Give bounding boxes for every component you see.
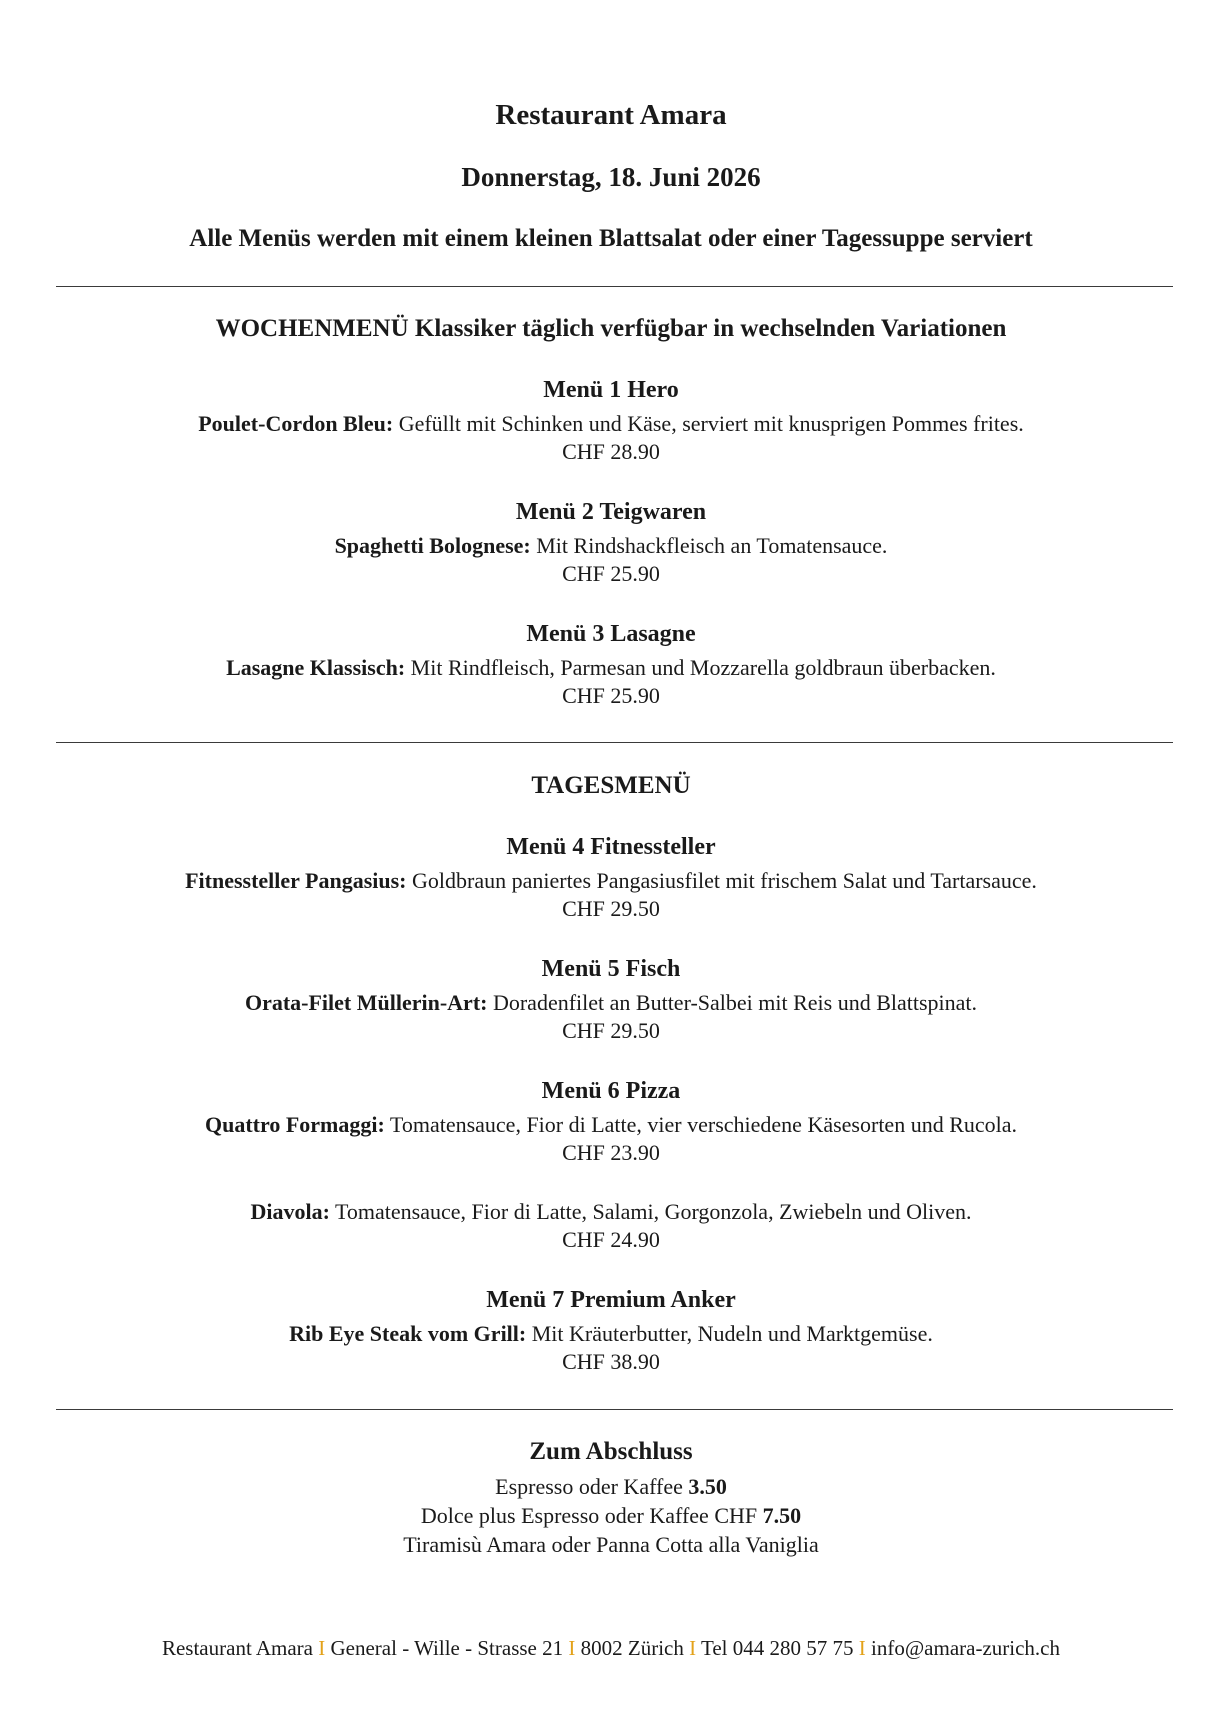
menu-7-line [0,1321,1222,1347]
footer-address: General - Wille - Strasse 21 [330,1636,564,1660]
divider-middle [56,742,1173,743]
abschluss-line-2-text: Dolce plus Espresso oder Kaffee CHF [420,1503,763,1528]
menu-6b-description: Tomatensauce, Fior di Latte, Salami, Gorgonzola, Zwiebeln und Oliven. [329,1199,972,1224]
menu-7-title: Menü 7 Premium Anker [486,1287,736,1313]
menu-4-description: Goldbraun paniertes Pangasiusfilet mit frischem Salat und Tartarsauce. [406,868,1037,893]
menu-7-description: Mit Kräuterbutter, Nudeln und Marktgemüse. [526,1321,933,1346]
menu-4-line [0,868,1222,894]
menu-6a-price: CHF 23.90 [562,1140,660,1165]
menu-5-description: Doradenfilet an Butter-Salbei mit Reis und Blattspinat. [487,990,978,1015]
footer-city: 8002 Zürich [580,1636,684,1660]
menu-2-price: CHF 25.90 [562,561,660,586]
menu-6b-line [0,1199,1222,1225]
menu-1-line [0,411,1222,437]
menu-7-price: CHF 38.90 [562,1349,660,1374]
menu-7-dish: Rib Eye Steak vom Grill: [289,1321,527,1346]
menu-3-line [0,655,1222,681]
footer-separator: I [568,1636,576,1660]
abschluss-line-2 [0,1503,1222,1529]
restaurant-title: Restaurant Amara [495,99,727,131]
menu-3-dish: Lasagne Klassisch: [226,655,406,680]
menu-5-price: CHF 29.50 [562,1018,660,1043]
wochenmenu-heading: WOCHENMENÜ Klassiker täglich verfügbar in wechselnden Variationen [215,315,1007,342]
menu-6b-dish: Diavola: [250,1199,330,1224]
footer-phone: Tel 044 280 57 75 [700,1636,854,1660]
menu-6a-dish: Quattro Formaggi: [204,1112,385,1137]
footer-name: Restaurant Amara [161,1636,313,1660]
menu-2-dish: Spaghetti Bolognese: [334,533,531,558]
abschluss-line-1 [0,1474,1222,1500]
tagesmenu-heading: TAGESMENÜ [531,772,691,799]
menu-3-title: Menü 3 Lasagne [526,621,696,647]
footer-separator: I [318,1636,326,1660]
footer [0,1636,1222,1661]
menu-6-title: Menü 6 Pizza [541,1078,681,1104]
menu-1-description: Gefüllt mit Schinken und Käse, serviert mit knusprigen Pommes frites. [393,411,1024,436]
abschluss-line-3: Tiramisù Amara oder Panna Cotta alla Vaniglia [403,1532,819,1557]
menu-1-price: CHF 28.90 [562,439,660,464]
menu-1-dish: Poulet-Cordon Bleu: [198,411,394,436]
menu-6a-description: Tomatensauce, Fior di Latte, vier verschiedene Käsesorten und Rucola. [384,1112,1018,1137]
menu-4-dish: Fitnessteller Pangasius: [185,868,407,893]
abschluss-line-1-text: Espresso oder Kaffee [495,1474,689,1499]
menu-2-description: Mit Rindshackfleisch an Tomatensauce. [530,533,888,558]
menu-6b-price: CHF 24.90 [562,1227,660,1252]
menu-1-title: Menü 1 Hero [543,377,679,403]
menu-5-dish: Orata-Filet Müllerin-Art: [244,990,488,1015]
menu-5-line [0,990,1222,1016]
abschluss-line-2-price: 7.50 [762,1503,802,1528]
divider-bottom [56,1409,1173,1410]
menu-note: Alle Menüs werden mit einem kleinen Blattsalat oder einer Tagessuppe serviert [189,225,1033,252]
divider-top [56,286,1173,287]
footer-email: info@amara-zurich.ch [871,1636,1061,1660]
menu-4-price: CHF 29.50 [562,896,660,921]
footer-separator: I [689,1636,697,1660]
menu-3-price: CHF 25.90 [562,683,660,708]
menu-5-title: Menü 5 Fisch [541,956,681,982]
menu-2-line [0,533,1222,559]
menu-date: Donnerstag, 18. Juni 2026 [461,162,761,192]
menu-3-description: Mit Rindfleisch, Parmesan und Mozzarella goldbraun überbacken. [405,655,996,680]
menu-6a-line [0,1112,1222,1138]
menu-2-title: Menü 2 Teigwaren [515,499,707,525]
abschluss-line-1-price: 3.50 [688,1474,727,1499]
menu-4-title: Menü 4 Fitnessteller [506,834,716,860]
footer-separator: I [858,1636,866,1660]
abschluss-heading: Zum Abschluss [529,1438,693,1465]
